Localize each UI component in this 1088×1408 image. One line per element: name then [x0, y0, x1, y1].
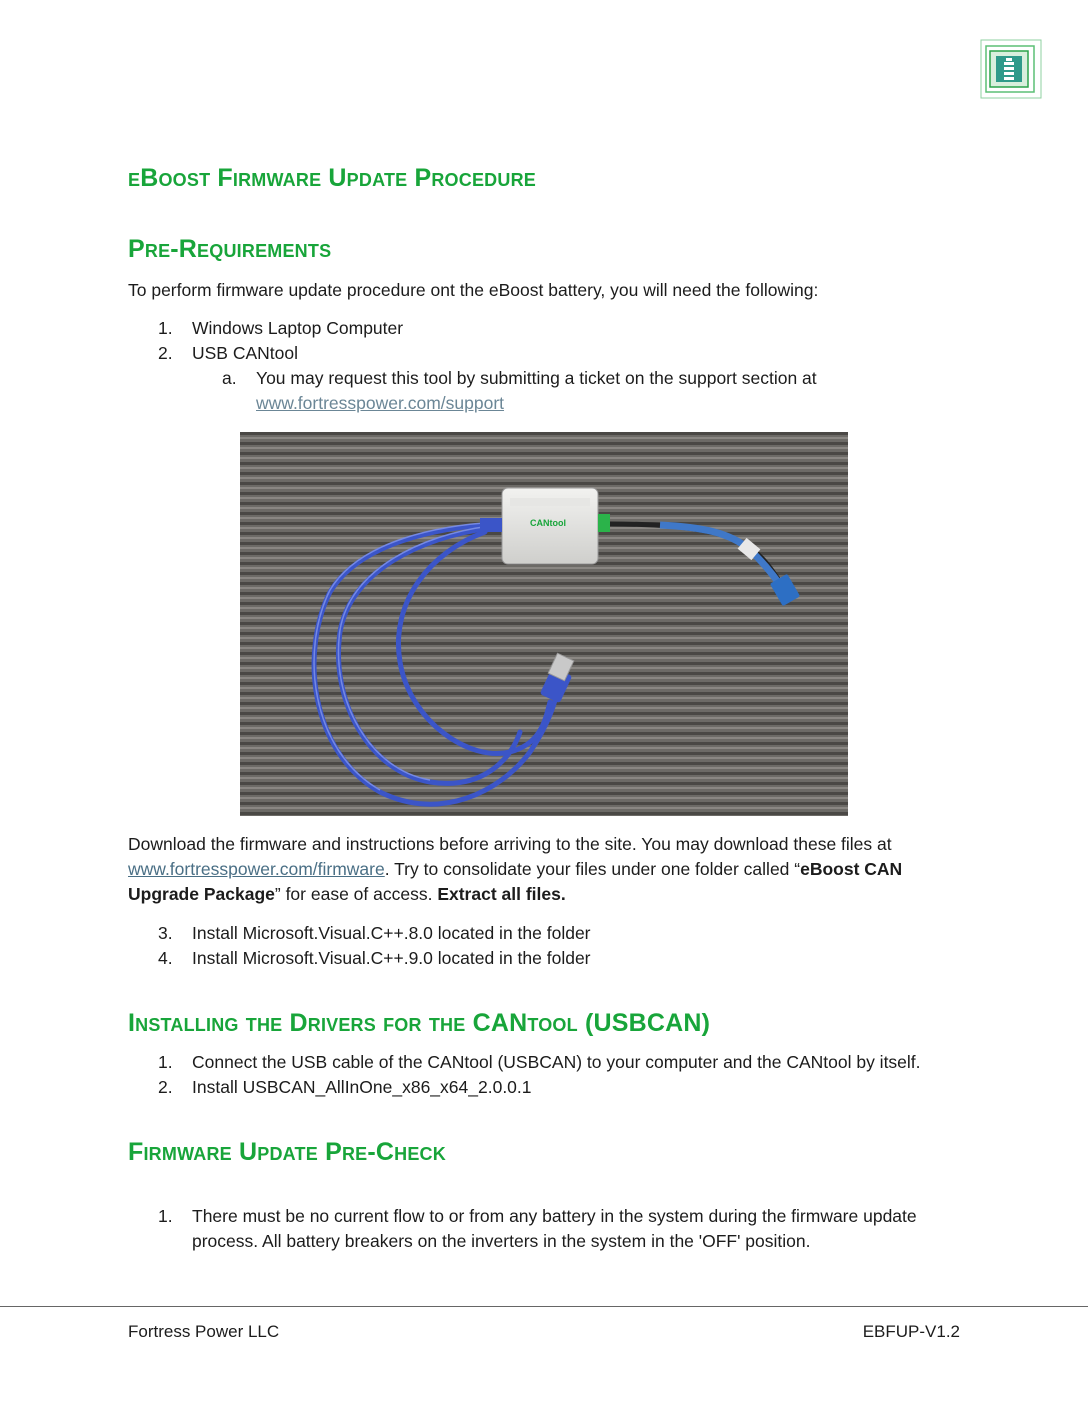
- prereq-intro: To perform firmware update procedure ont the eBoost battery, you will need the following:: [128, 280, 819, 300]
- list-number: 2.: [158, 1077, 173, 1097]
- list-item: [0, 1204, 1088, 1254]
- firmware-link[interactable]: www.fortresspower.com/firmware: [128, 859, 385, 879]
- sub-list-item: [0, 366, 1088, 416]
- section-heading-prerequirements: Pre-Requirements: [128, 235, 332, 263]
- sub-list-text-body: You may request this tool by submitting a ticket on the support section at: [256, 368, 817, 388]
- company-logo: [978, 38, 1044, 102]
- footer-doc-id: EBFUP-V1.2: [862, 1322, 960, 1341]
- list-text: Install USBCAN_AllInOne_x86_x64_2.0.0.1: [192, 1077, 532, 1097]
- folder-name: eBoost CAN Upgrade Package: [128, 859, 903, 904]
- download-text-2: . Try to consolidate your files under one folder called “: [384, 859, 801, 879]
- list-text: Connect the USB cable of the CANtool (USBCAN) to your computer and the CANtool by itself.: [192, 1052, 921, 1072]
- download-text-1: Download the firmware and instructions before arriving to the site. You may download these files at: [128, 834, 892, 854]
- list-text: Install Microsoft.Visual.C++.9.0 located in the folder: [192, 948, 591, 968]
- footer-company: Fortress Power LLC: [128, 1322, 280, 1341]
- sub-list-text: [256, 366, 956, 416]
- cantool-photo: [240, 432, 848, 816]
- list-item: [0, 946, 1088, 971]
- document-title: eBoost Firmware Update Procedure: [128, 164, 536, 192]
- list-item: [0, 341, 1088, 366]
- list-number: 1.: [158, 1206, 173, 1226]
- list-item: [0, 921, 1088, 946]
- extract-instruction: Extract all files.: [437, 884, 566, 904]
- download-text-3: ” for ease of access.: [274, 884, 438, 904]
- list-number: 3.: [158, 923, 173, 943]
- footer-divider: [0, 1306, 1088, 1307]
- list-item: [0, 1075, 1088, 1100]
- device-label: CANtool: [530, 518, 566, 528]
- sub-list-letter: a.: [222, 368, 237, 388]
- list-number: 1.: [158, 318, 173, 338]
- support-link[interactable]: www.fortresspower.com/support: [256, 393, 505, 413]
- list-number: 4.: [158, 948, 173, 968]
- list-number: 1.: [158, 1052, 173, 1072]
- section-heading-drivers: Installing the Drivers for the CANtool (USBCAN): [128, 1009, 711, 1037]
- list-item: [0, 316, 1088, 341]
- list-text: Windows Laptop Computer: [192, 318, 404, 338]
- list-text: Install Microsoft.Visual.C++.8.0 located in the folder: [192, 923, 591, 943]
- list-item: [0, 1050, 1088, 1075]
- list-text: There must be no current flow to or from any battery in the system during the firmware update process. All battery breakers on the inverters in the system in the 'OFF' position.: [192, 1206, 917, 1251]
- section-heading-precheck: Firmware Update Pre-Check: [128, 1138, 446, 1166]
- list-text: USB CANtool: [192, 343, 299, 363]
- list-number: 2.: [158, 343, 173, 363]
- download-paragraph: [128, 832, 958, 907]
